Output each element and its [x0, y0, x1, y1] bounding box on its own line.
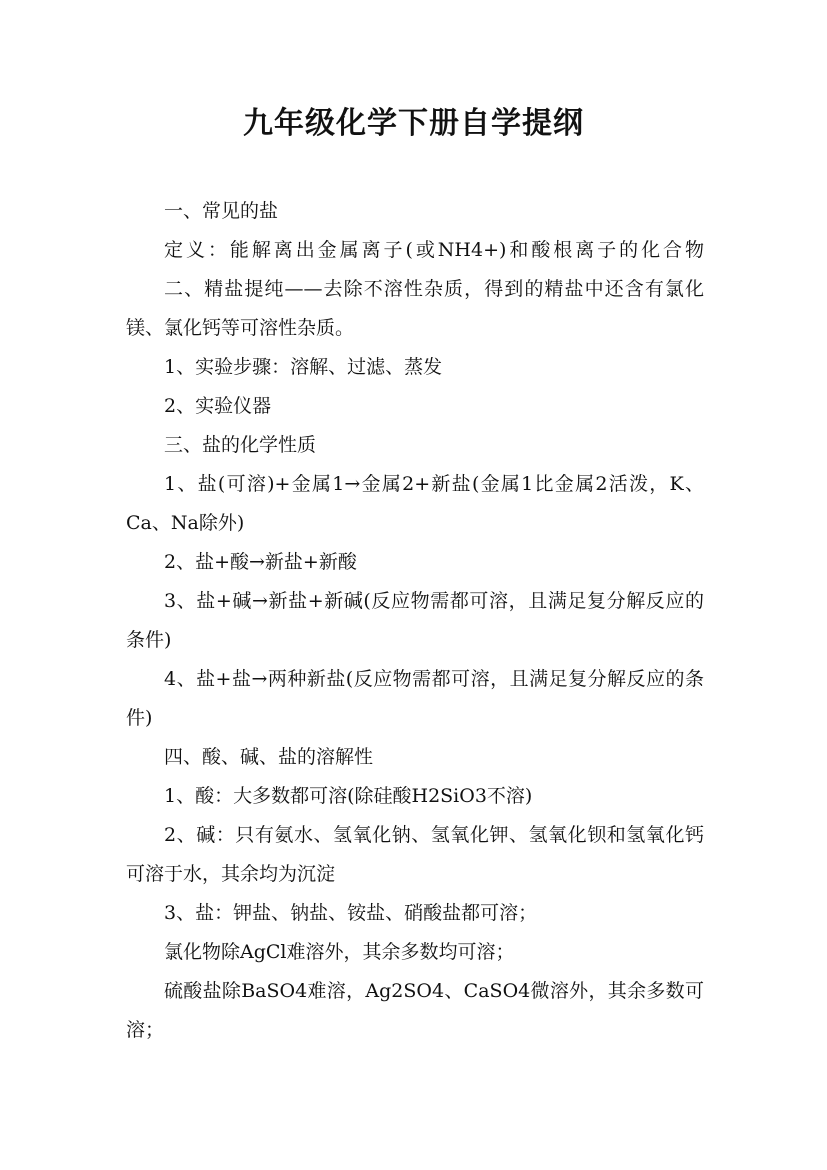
property-salt-base: 3、盐+碱→新盐+新碱(反应物需都可溶，且满足复分解反应的条件)	[126, 590, 704, 651]
heading-salt-purification: 二、精盐提纯——去除不溶性杂质，得到的精盐中还含有氯化镁、氯化钙等可溶性杂质。	[126, 278, 704, 339]
heading-solubility: 四、酸、碱、盐的溶解性	[164, 746, 374, 768]
experiment-instruments: 2、实验仪器	[164, 395, 272, 417]
heading-chemical-properties: 三、盐的化学性质	[164, 434, 317, 456]
experiment-steps: 1、实验步骤：溶解、过滤、蒸发	[164, 356, 443, 378]
property-salt-acid: 2、盐+酸→新盐+新酸	[164, 551, 357, 573]
solubility-salts: 3、盐：钾盐、钠盐、铵盐、硝酸盐都可溶；	[164, 902, 538, 924]
document-title: 九年级化学下册自学提纲	[243, 106, 584, 141]
solubility-bases: 2、碱：只有氨水、氢氧化钠、氢氧化钾、氢氧化钡和氢氧化钙可溶于水，其余均为沉淀	[126, 824, 704, 885]
solubility-acids: 1、酸：大多数都可溶(除硅酸H2SiO3不溶)	[164, 785, 533, 807]
property-salt-metal: 1、盐(可溶)+金属1→金属2+新盐(金属1比金属2活泼，K、Ca、Na除外)	[126, 473, 704, 534]
salt-definition: 定义：能解离出金属离子(或NH4+)和酸根离子的化合物	[164, 239, 704, 261]
solubility-chlorides: 氯化物除AgCl难溶外，其余多数均可溶；	[164, 941, 515, 963]
property-salt-salt: 4、盐+盐→两种新盐(反应物需都可溶，且满足复分解反应的条件)	[126, 668, 704, 729]
document-body	[126, 192, 704, 1050]
solubility-sulfates: 硫酸盐除BaSO4难溶，Ag2SO4、CaSO4微溶外，其余多数可溶；	[126, 980, 704, 1041]
heading-common-salts: 一、常见的盐	[164, 200, 279, 222]
